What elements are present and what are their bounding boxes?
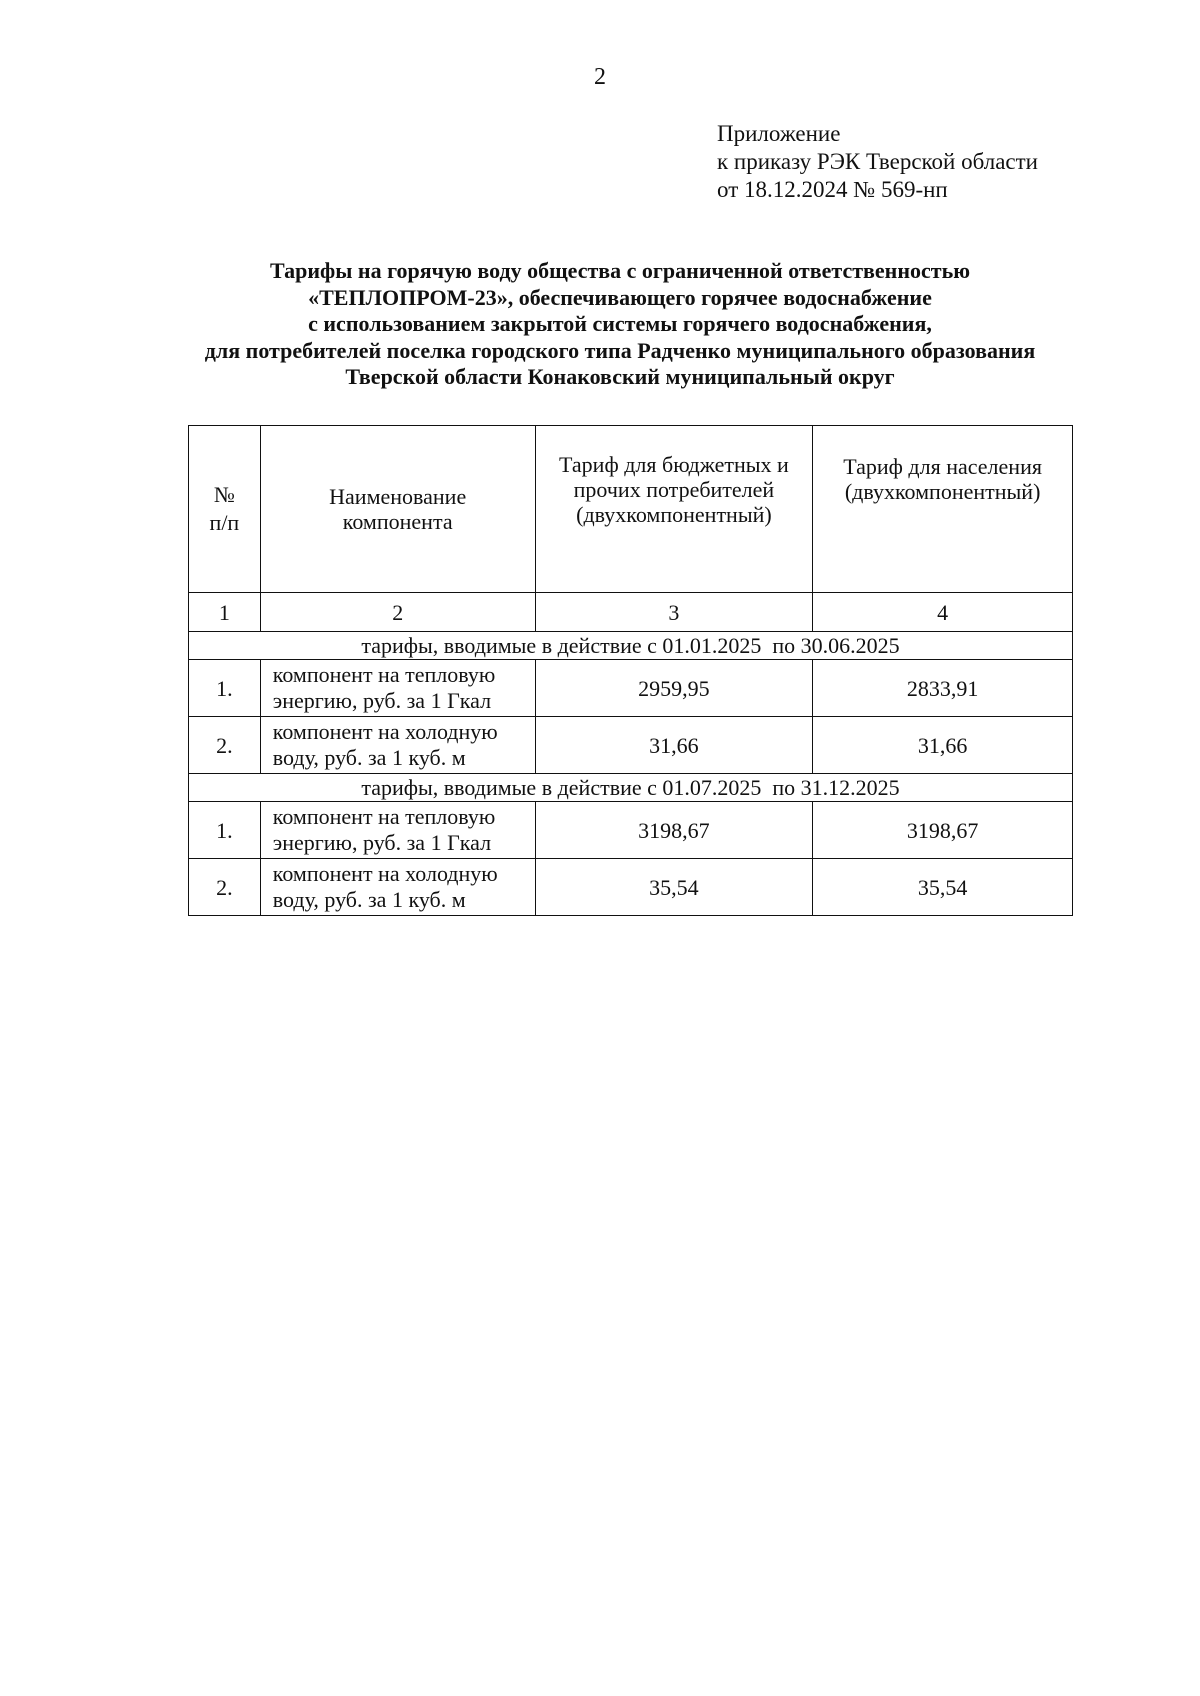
- header-budget-line: прочих потребителей: [573, 477, 775, 502]
- row-number: 2.: [189, 859, 261, 916]
- component-name-line: энергию, руб. за 1 Гкал: [272, 830, 492, 855]
- header-population-line: Тариф для населения: [843, 454, 1042, 479]
- component-name-line: компонент на тепловую: [272, 662, 496, 687]
- header-population-tariff: [813, 426, 1073, 593]
- component-name: [260, 802, 535, 859]
- table-row: [189, 859, 1073, 916]
- column-index-row: [189, 593, 1073, 632]
- component-name: [260, 717, 535, 774]
- title-line: с использованием закрытой системы горячего водоснабжения,: [308, 311, 932, 336]
- column-index: 1: [189, 593, 261, 632]
- title-line: Тарифы на горячую воду общества с ограниченной ответственностью: [269, 258, 971, 283]
- header-component-name: [260, 426, 535, 593]
- appendix-reference: [717, 120, 1038, 204]
- header-name-line: компонента: [342, 509, 453, 534]
- header-budget-line: (двухкомпонентный): [576, 502, 772, 527]
- component-name-line: компонент на холодную: [272, 719, 498, 744]
- appendix-line: Приложение: [717, 121, 841, 146]
- component-name: [260, 859, 535, 916]
- budget-tariff-value: 35,54: [535, 859, 813, 916]
- table-row: [189, 717, 1073, 774]
- header-number: [189, 426, 261, 593]
- title-line: Тверской области Конаковский муниципальный округ: [345, 364, 895, 389]
- table-row: [189, 660, 1073, 717]
- population-tariff-value: 3198,67: [813, 802, 1073, 859]
- header-name-line: Наименование: [329, 484, 467, 509]
- component-name-line: компонент на холодную: [272, 861, 498, 886]
- appendix-line: от 18.12.2024 № 569-нп: [717, 177, 948, 202]
- population-tariff-value: 2833,91: [813, 660, 1073, 717]
- page-number: 2: [594, 64, 606, 90]
- appendix-line: к приказу РЭК Тверской области: [717, 149, 1038, 174]
- header-number-line: п/п: [209, 510, 240, 535]
- component-name-line: компонент на тепловую: [272, 804, 496, 829]
- period-row: [189, 774, 1073, 802]
- row-number: 1.: [189, 660, 261, 717]
- header-population-line: (двухкомпонентный): [844, 479, 1041, 504]
- header-budget-line: Тариф для бюджетных и: [559, 452, 789, 477]
- component-name-line: энергию, руб. за 1 Гкал: [272, 688, 492, 713]
- title-line: для потребителей поселка городского типа Радченко муниципального образования: [204, 337, 1036, 363]
- budget-tariff-value: 2959,95: [535, 660, 813, 717]
- title-line: «ТЕПЛОПРОМ-23», обеспечивающего горячее водоснабжение: [308, 284, 932, 310]
- population-tariff-value: 31,66: [813, 717, 1073, 774]
- document-title: [140, 258, 1100, 391]
- column-index: 2: [260, 593, 535, 632]
- period-row: [189, 632, 1073, 660]
- column-index: 4: [813, 593, 1073, 632]
- column-index: 3: [535, 593, 813, 632]
- budget-tariff-value: 31,66: [535, 717, 813, 774]
- period-label: тарифы, вводимые в действие с 01.07.2025 по 31.12.2025: [189, 774, 1073, 802]
- row-number: 1.: [189, 802, 261, 859]
- component-name-line: воду, руб. за 1 куб. м: [272, 887, 466, 912]
- table-row: [189, 802, 1073, 859]
- budget-tariff-value: 3198,67: [535, 802, 813, 859]
- component-name-line: воду, руб. за 1 куб. м: [272, 745, 466, 770]
- header-number-line: №: [213, 482, 235, 507]
- header-budget-tariff: [535, 426, 813, 593]
- table-header-row: [189, 426, 1073, 593]
- period-label: тарифы, вводимые в действие с 01.01.2025 по 30.06.2025: [189, 632, 1073, 660]
- population-tariff-value: 35,54: [813, 859, 1073, 916]
- component-name: [260, 660, 535, 717]
- tariff-table: [188, 425, 1073, 916]
- row-number: 2.: [189, 717, 261, 774]
